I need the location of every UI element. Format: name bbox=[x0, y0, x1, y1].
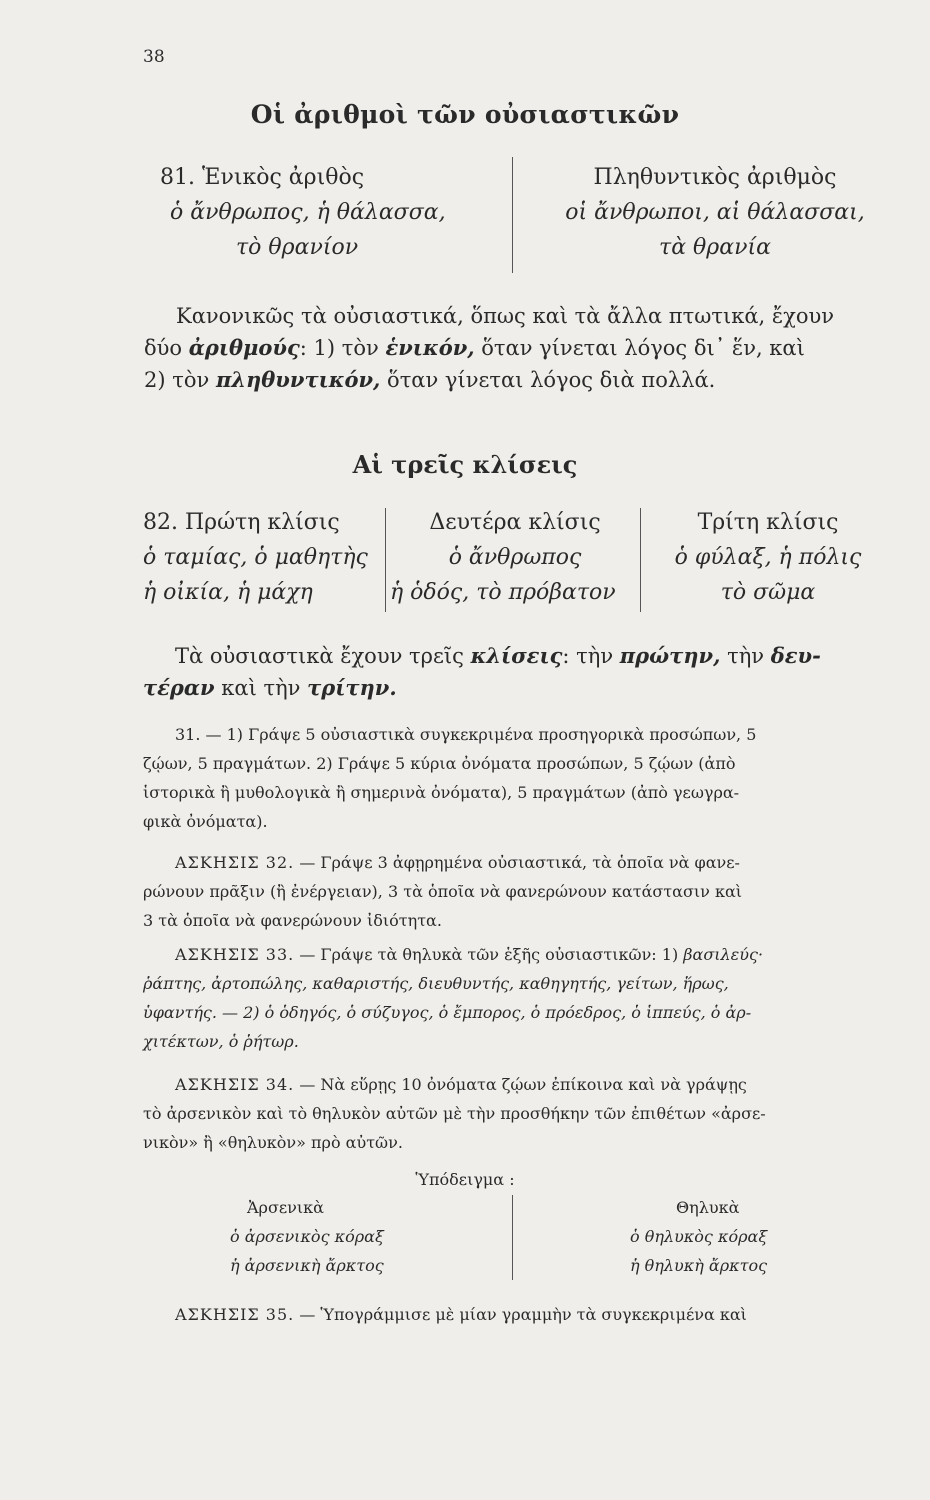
singular-line-2: τὸ θρανίον bbox=[236, 235, 359, 260]
singular-header: 81. Ἑνικὸς ἀριθὸς bbox=[160, 165, 365, 190]
exercise-35: ΑΣΚΗΣΙΣ 35. — Ὑπογράμμισε μὲ μίαν γραμμὴν τὰ συγκεκριμένα καὶ bbox=[175, 1305, 747, 1324]
first-declension-line-2: ἡ οἰκία, ἡ μάχη bbox=[143, 580, 313, 605]
declensions-rule bbox=[143, 640, 903, 704]
second-declension-line-2: ἡ ὁδός, τὸ πρόβατον bbox=[390, 580, 616, 605]
plural-line-1: οἱ ἄνθρωποι, αἱ θάλασσαι, bbox=[565, 200, 865, 225]
example-title: Ὑπόδειγμα : bbox=[415, 1170, 515, 1189]
exercise-35-label: ΑΣΚΗΣΙΣ 35. bbox=[175, 1305, 295, 1324]
declensions-rule-line-1: Τὰ οὐσιαστικὰ ἔχουν τρεῖς κλίσεις: τὴν πρώτην, τὴν δευ- bbox=[175, 643, 821, 668]
second-declension-line-1: ὁ ἄνθρωπος bbox=[448, 545, 582, 570]
example-feminine-column: Θηλυκὰ ὁ θηλυκὸς κόραξ ἡ θηλυκὴ ἄρκτος bbox=[560, 1193, 860, 1280]
third-declension-column bbox=[648, 505, 888, 610]
singular-line-1: ὁ ἄνθρωπος, ἡ θάλασσα, bbox=[170, 200, 446, 225]
first-declension-column bbox=[143, 505, 383, 610]
declensions-rule-line-2: τέραν καὶ τὴν τρίτην. bbox=[143, 675, 397, 700]
term-singular: ἑνικόν, bbox=[385, 335, 475, 360]
exercise-34-label: ΑΣΚΗΣΙΣ 34. bbox=[175, 1075, 295, 1094]
singular-column bbox=[160, 160, 500, 265]
third-declension-header: Τρίτη κλίσις bbox=[697, 510, 839, 535]
masculine-header: Ἀρσενικὰ bbox=[247, 1198, 324, 1217]
second-declension-header: Δευτέρα κλίσις bbox=[429, 510, 601, 535]
plural-line-2: τὰ θρανία bbox=[659, 235, 771, 260]
numbers-rule-line-3: 2) τὸν πληθυντικόν, ὅταν γίνεται λόγος διὰ πολλά. bbox=[144, 367, 716, 392]
exercise-32-label: ΑΣΚΗΣΙΣ 32. bbox=[175, 853, 295, 872]
column-divider bbox=[512, 157, 513, 273]
term-numbers: ἀριθμούς bbox=[188, 335, 300, 360]
section-title-numbers: Οἱ ἀριθμοὶ τῶν οὐσιαστικῶν bbox=[250, 100, 680, 129]
exercise-34: ΑΣΚΗΣΙΣ 34. — Νὰ εὕρῃς 10 ὀνόματα ζῴων ἐπίκοινα καὶ νὰ γράψῃς τὸ ἀρσενικὸν καὶ τὸ θηλυκὸν αὐτῶν μὲ τὴν προσθήκην τῶν ἐπιθέτων «ἀρσε- νικὸν» ἢ «θηλυκὸν» πρὸ αὐτῶν. bbox=[143, 1075, 766, 1152]
term-plural: πληθυντικόν, bbox=[215, 367, 381, 392]
third-declension-line-1: ὁ φύλαξ, ἡ πόλις bbox=[674, 545, 862, 570]
numbers-rule bbox=[144, 300, 896, 396]
first-declension-line-1: ὁ ταμίας, ὁ μαθητὴς bbox=[143, 545, 368, 570]
exercise-32: ΑΣΚΗΣΙΣ 32. — Γράψε 3 ἀφῃρημένα οὐσιαστικά, τὰ ὁποῖα νὰ φανε- ρώνουν πρᾶξιν (ἢ ἐνέργειαν), 3 τὰ ὁποῖα νὰ φανερώνουν κατάστασιν καὶ 3 τὰ ὁποῖα νὰ φανερώνουν ἰδιότητα. bbox=[143, 853, 743, 930]
exercise-33: ΑΣΚΗΣΙΣ 33. — Γράψε τὰ θηλυκὰ τῶν ἑξῆς οὐσιαστικῶν: 1) βασιλεύς· ῥάπτης, ἀρτοπώλης, καθαριστής, διευθυντής, καθηγητής, γείτων, ἥρως, ὑφαντής. — 2) ὁ ὁδηγός, ὁ σύζυγος, ὁ ἔμπορος, ὁ πρόεδρος, ὁ ἱππεύς, ὁ ἀρ- χιτέκτων, ὁ ῥήτωρ. bbox=[143, 945, 764, 1051]
numbers-rule-line-1: Κανονικῶς τὰ οὐσιαστικά, ὅπως καὶ τὰ ἄλλα πτωτικά, ἔχουν bbox=[176, 304, 835, 328]
exercise-33-label: ΑΣΚΗΣΙΣ 33. bbox=[175, 945, 295, 964]
section-title-declensions: Αἱ τρεῖς κλίσεις bbox=[352, 450, 578, 479]
numbers-rule-line-2: δύο ἀριθμούς: 1) τὸν ἑνικόν, ὅταν γίνεται λόγος δι᾽ ἕν, καὶ bbox=[144, 335, 805, 360]
second-declension-column bbox=[390, 505, 640, 610]
third-declension-line-2: τὸ σῶμα bbox=[720, 580, 816, 605]
column-divider-1 bbox=[385, 508, 386, 612]
plural-header: Πληθυντικὸς ἀριθμὸς bbox=[593, 165, 837, 190]
plural-column bbox=[545, 160, 885, 265]
example-masculine-column: Ἀρσενικὰ ὁ ἀρσενικὸς κόραξ ἡ ἀρσενικὴ ἄρκτος bbox=[200, 1193, 500, 1280]
first-declension-header: 82. Πρώτη κλίσις bbox=[143, 510, 340, 535]
page-number: 38 bbox=[143, 47, 165, 67]
feminine-header: Θηλυκὰ bbox=[676, 1198, 740, 1217]
exercise-31: 31. — 1) Γράψε 5 οὐσιαστικὰ συγκεκριμένα προσηγορικὰ προσώπων, 5 ζῴων, 5 πραγμάτων. 2) Γράψε 5 κύρια ὀνόματα προσώπων, 5 ζῴων (ἀπὸ ἱστορικὰ ἢ μυθολογικὰ ἢ σημερινὰ ὀνόματα), 5 πραγμάτων (ἀπὸ γεωγρα- φικὰ ὀνόματα). bbox=[143, 725, 757, 831]
column-divider-2 bbox=[640, 508, 641, 612]
example-divider bbox=[512, 1195, 513, 1280]
